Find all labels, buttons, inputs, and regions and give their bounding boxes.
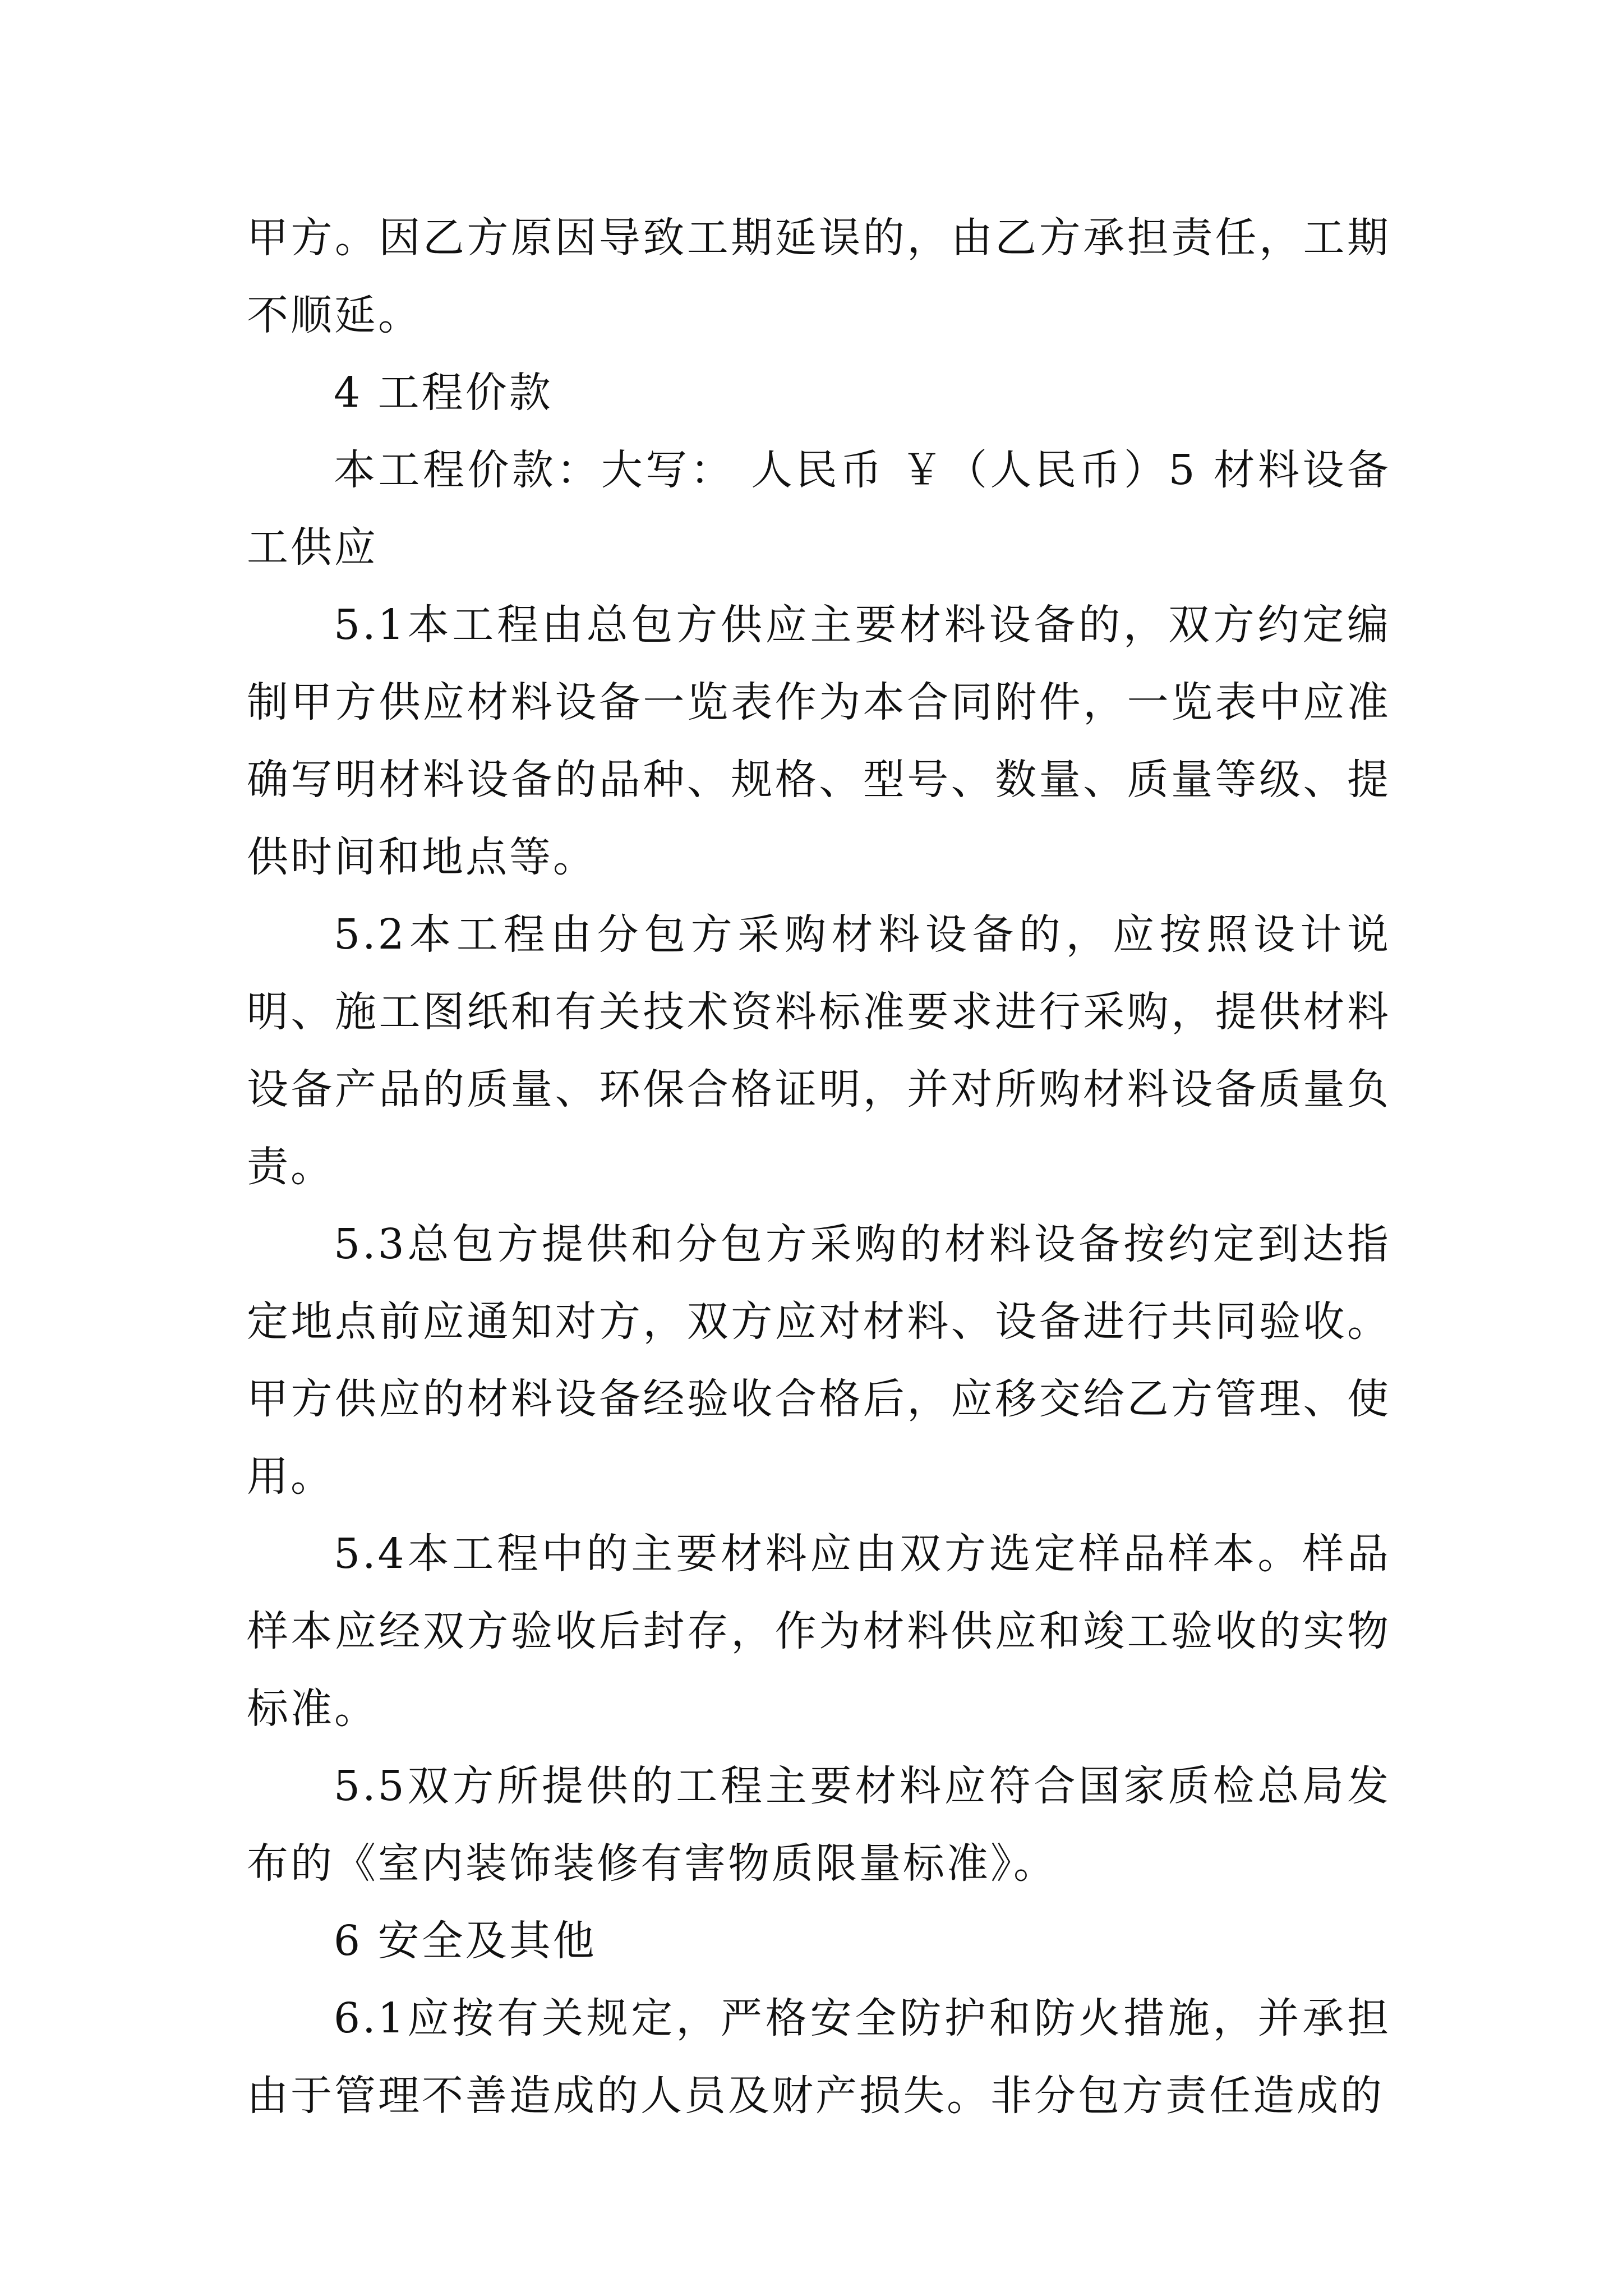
heading-project-price: 4 工程价款 xyxy=(334,369,553,417)
heading-safety-other: 6 安全及其他 xyxy=(334,1917,597,1965)
paragraph-clause-5-3: 5.3总包方提供和分包方采购的材料设备按约定到达指定地点前应通知对方，双方应对材料、设备进行共同验收。甲方供应的材料设备经验收合格后，应移交给乙方管理、使用。 xyxy=(247,1220,1391,1501)
paragraph-clause-5-1: 5.1本工程由总包方供应主要材料设备的，双方约定编制甲方供应材料设备一览表作为本合同附件，一览表中应准确写明材料设备的品种、规格、型号、数量、质量等级、提供时间和地点等。 xyxy=(247,601,1391,881)
paragraph-delay-continuation: 甲方。因乙方原因导致工期延误的，由乙方承担责任，工期不顺延。 xyxy=(247,214,1391,339)
document-body xyxy=(247,199,1391,2134)
paragraph-clause-5-4: 5.4本工程中的主要材料应由双方选定样品样本。样品样本应经双方验收后封存，作为材料供应和竣工验收的实物标准。 xyxy=(247,1530,1391,1733)
paragraph-clause-5-2: 5.2本工程由分包方采购材料设备的，应按照设计说明、施工图纸和有关技术资料标准要求进行采购，提供材料设备产品的质量、环保合格证明，并对所购材料设备质量负责。 xyxy=(247,910,1391,1191)
paragraph-clause-5-5: 5.5双方所提供的工程主要材料应符合国家质检总局发布的《室内装饰装修有害物质限量标准》。 xyxy=(247,1762,1391,1888)
paragraph-clause-6-1: 6.1应按有关规定，严格安全防护和防火措施，并承担由于管理不善造成的人员及财产损失。非分包方责任造成的 xyxy=(247,1994,1391,2120)
paragraph-price-amount: 本工程价款：大写： 人民币 ￥（人民币）5 材料设备工供应 xyxy=(247,446,1391,572)
